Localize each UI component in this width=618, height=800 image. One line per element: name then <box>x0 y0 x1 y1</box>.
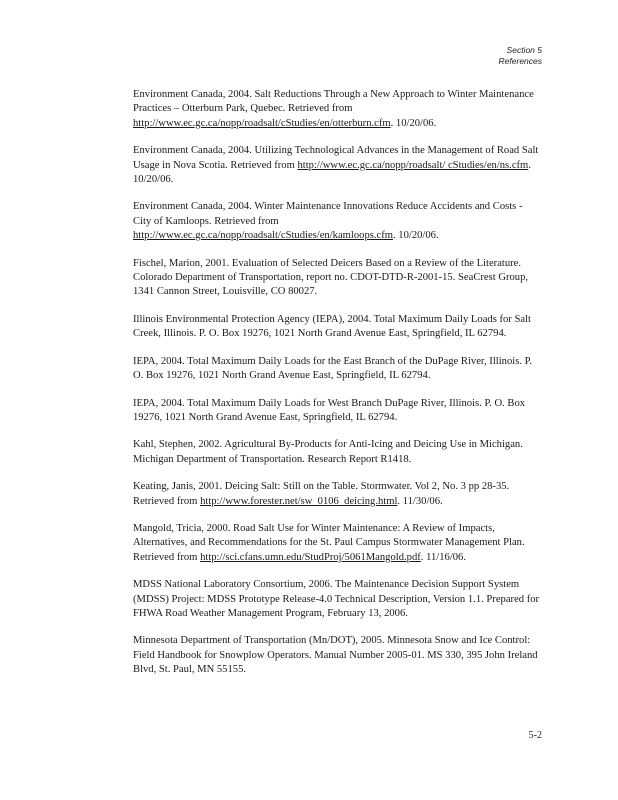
section-title: References <box>498 56 542 66</box>
reference-text: MDSS National Laboratory Consortium, 2006. The Maintenance Decision Support System (MDSS) Project: MDSS Prototype Release-4.0 Technical Description, Version 1.1. Prepared for FHWA Road Weather Management Program, February 13, 2006. <box>133 579 540 619</box>
reference-entry <box>133 88 543 131</box>
section-label: Section 5 <box>506 45 542 55</box>
reference-text: Environment Canada, 2004. Salt Reductions Through a New Approach to Winter Maintenance Practices – Otterburn Park, Quebec. Retrieved from <box>133 89 534 115</box>
reference-entry <box>133 257 543 300</box>
reference-retrieved-date: . 10/20/06. <box>392 230 439 242</box>
reference-link[interactable]: http://sci.cfans.umn.edu/StudProj/5061Mangold.pdf <box>200 551 421 563</box>
reference-text: Kahl, Stephen, 2002. Agricultural By-Products for Anti-Icing and Deicing Use in Michigan. Michigan Department of Transportation. Research Report R1418. <box>133 439 523 465</box>
reference-text: IEPA, 2004. Total Maximum Daily Loads for the East Branch of the DuPage River, Illinois. P. O. Box 19276, 1021 North Grand Avenue East, Springfield, IL 62794. <box>133 355 532 382</box>
page-header <box>499 45 542 67</box>
reference-entry <box>133 438 543 467</box>
reference-link[interactable]: http://www.forester.net/sw_0106_deicing.html <box>200 495 398 507</box>
reference-text: Environment Canada, 2004. Utilizing Technological Advances in the Management of Road Salt Usage in Nova Scotia. Retrieved from <box>133 145 539 171</box>
reference-text: Environment Canada, 2004. Winter Maintenance Innovations Reduce Accidents and Costs - City of Kamloops. Retrieved from <box>133 201 523 227</box>
reference-entry <box>133 578 543 621</box>
reference-text: Fischel, Marion, 2001. Evaluation of Selected Deicers Based on a Review of the Literature. Colorado Department of Transportation, report no. CDOT-DTD-R-2001-15. SeaCrest Group, 1341 Cannon Street, Louisville, CO 80027. <box>133 257 529 298</box>
reference-retrieved-date: . 11/30/06. <box>397 495 443 507</box>
reference-retrieved-date: . 11/16/06. <box>420 551 467 563</box>
reference-entry <box>133 313 543 342</box>
reference-link[interactable]: http://www.ec.gc.ca/nopp/roadsalt/cStudies/en/otterburn.cfm <box>133 117 391 129</box>
reference-retrieved-date: . 10/20/06. <box>390 117 437 129</box>
reference-entry <box>133 634 543 677</box>
reference-entry <box>133 200 543 243</box>
reference-text: Minnesota Department of Transportation (Mn/DOT), 2005. Minnesota Snow and Ice Control: Field Handbook for Snowplow Operators. Manual Number 2005-01. MS 330, 395 John Ireland Blvd, St. Paul, MN 55155. <box>133 635 538 676</box>
reference-text: IEPA, 2004. Total Maximum Daily Loads for West Branch DuPage River, Illinois. P. O. Box 19276, 1021 North Grand Avenue East, Springfield, IL 62794. <box>133 397 526 423</box>
reference-entry <box>133 397 543 426</box>
reference-text: Keating, Janis, 2001. Deicing Salt: Still on the Table. Stormwater. Vol 2, No. 3 pp 28-35. Retrieved from <box>133 481 510 507</box>
reference-entry <box>133 480 543 509</box>
reference-list <box>133 88 543 691</box>
reference-entry <box>133 355 543 384</box>
reference-link[interactable]: http://www.ec.gc.ca/nopp/roadsalt/cStudies/en/kamloops.cfm <box>133 230 393 242</box>
reference-entry <box>133 144 543 187</box>
reference-entry <box>133 522 543 565</box>
reference-retrieved-date: . 10/20/06. <box>133 159 531 186</box>
reference-text: Mangold, Tricia, 2000. Road Salt Use for Winter Maintenance: A Review of Impacts, Alternatives, and Recommendations for the St. Paul Campus Stormwater Management Plan. Retrieved from <box>133 522 525 563</box>
page-number: 5-2 <box>528 730 542 741</box>
reference-link[interactable]: http://www.ec.gc.ca/nopp/roadsalt/ cStudies/en/ns.cfm <box>297 159 529 171</box>
reference-text: Illinois Environmental Protection Agency (IEPA), 2004. Total Maximum Daily Loads for Salt Creek, Illinois. P. O. Box 19276, 1021 North Grand Avenue East, Springfield, IL 62794. <box>133 313 531 340</box>
